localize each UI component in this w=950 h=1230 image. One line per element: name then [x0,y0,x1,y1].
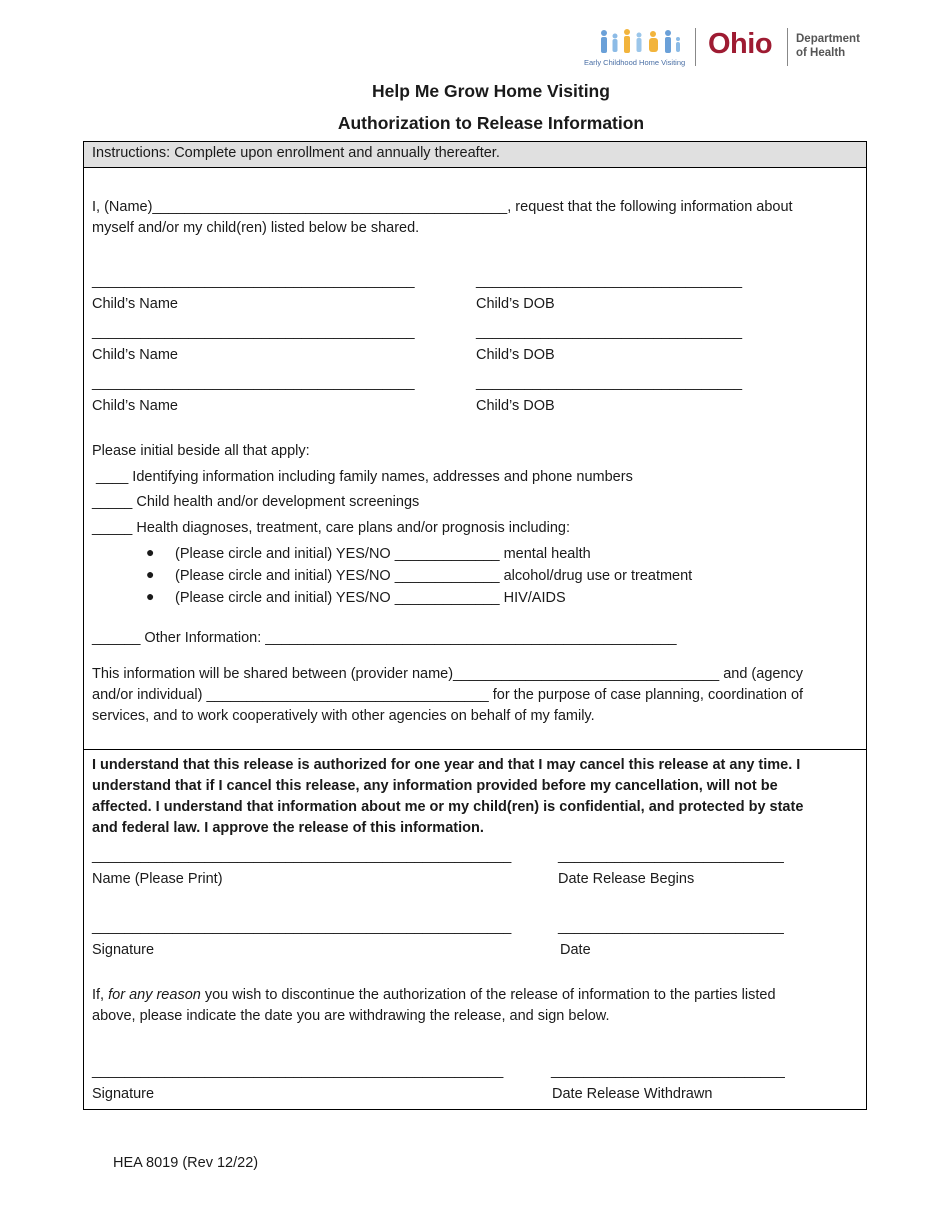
withdraw-signature-label: Signature [92,1086,155,1102]
date-begins-label: Date Release Begins [558,871,695,887]
date-begins-field[interactable]: ____________________________ [558,848,784,864]
print-name-label: Name (Please Print) [92,871,223,887]
other-information-field[interactable]: ______ Other Information: ___________________________________________________ [92,630,677,646]
withdraw-text-1: If, for any reason you wish to discontinue the authorization of the release of information to the parties listed [92,987,776,1003]
child-name-field-2[interactable]: ________________________________________ [92,324,415,340]
signature-label: Signature [92,942,155,958]
mental-health-option[interactable]: (Please circle and initial) YES/NO _____________ mental health [175,546,591,562]
form-number: HEA 8019 (Rev 12/22) [113,1155,259,1171]
withdraw-text-2: above, please indicate the date you are withdrawing the release, and sign below. [92,1008,610,1024]
bullet-icon: ● [146,588,155,604]
logo-divider [787,28,788,66]
initial-identifying-info[interactable]: ____ Identifying information including family names, addresses and phone numbers [96,469,633,485]
initial-health-screenings[interactable]: _____ Child health and/or development screenings [92,494,420,510]
child-dob-field-1[interactable]: _________________________________ [476,273,743,289]
requester-name-field[interactable]: I, (Name)____________________________________________, request that the following information about [92,199,793,215]
child-dob-label: Child’s DOB [476,296,555,312]
sharing-provider-field[interactable]: This information will be shared between (provider name)_________________________________ and (agency [92,666,804,682]
withdraw-date-label: Date Release Withdrawn [552,1086,713,1102]
logo-divider [695,28,696,66]
ohio-health-logo [576,22,870,72]
child-name-field-3[interactable]: ________________________________________ [92,375,415,391]
department-of-health-text: Department of Health [796,33,860,59]
signature-date-field[interactable]: ____________________________ [558,919,784,935]
withdraw-signature-field[interactable]: ___________________________________________________ [92,1063,504,1079]
consent-text-4: and federal law. I approve the release of this information. [92,820,484,836]
print-name-field[interactable]: ____________________________________________________ [92,848,512,864]
instructions-text: Instructions: Complete upon enrollment and annually thereafter. [92,145,500,161]
logo-caption: Early Childhood Home Visiting [584,58,686,67]
withdraw-date-field[interactable]: _____________________________ [551,1063,785,1079]
child-dob-label: Child’s DOB [476,398,555,414]
child-name-label: Child’s Name [92,296,178,312]
child-dob-label: Child’s DOB [476,347,555,363]
sharing-text: services, and to work cooperatively with other agencies on behalf of my family. [92,708,595,724]
initial-health-diagnoses[interactable]: _____ Health diagnoses, treatment, care plans and/or prognosis including: [92,520,570,536]
section-divider [84,749,866,750]
child-name-label: Child’s Name [92,398,178,414]
child-dob-field-2[interactable]: _________________________________ [476,324,743,340]
child-dob-field-3[interactable]: _________________________________ [476,375,743,391]
initials-heading: Please initial beside all that apply: [92,443,310,459]
family-silhouette-icon [598,28,688,58]
request-text: myself and/or my child(ren) listed below be shared. [92,220,420,236]
child-name-field-1[interactable]: ________________________________________ [92,273,415,289]
signature-field[interactable]: ____________________________________________________ [92,919,512,935]
bullet-icon: ● [146,544,155,560]
alcohol-drug-option[interactable]: (Please circle and initial) YES/NO _____________ alcohol/drug use or treatment [175,568,693,584]
date-label: Date [560,942,591,958]
page-title: Help Me Grow Home Visiting [372,81,610,101]
ohio-wordmark: Ohio [708,28,773,60]
page-subtitle: Authorization to Release Information [337,113,645,133]
consent-text-2: understand that if I cancel this release, any information provided before my cancellation, will not be [92,778,778,794]
bullet-icon: ● [146,566,155,582]
hiv-aids-option[interactable]: (Please circle and initial) YES/NO _____________ HIV/AIDS [175,590,566,606]
consent-text-3: affected. I understand that information about me or my child(ren) is confidential, and protected by state [92,799,804,815]
child-name-label: Child’s Name [92,347,178,363]
consent-text-1: I understand that this release is authorized for one year and that I may cancel this release at any time. I [92,757,801,773]
sharing-agency-field[interactable]: and/or individual) ___________________________________ for the purpose of case planning, coordination of [92,687,804,703]
